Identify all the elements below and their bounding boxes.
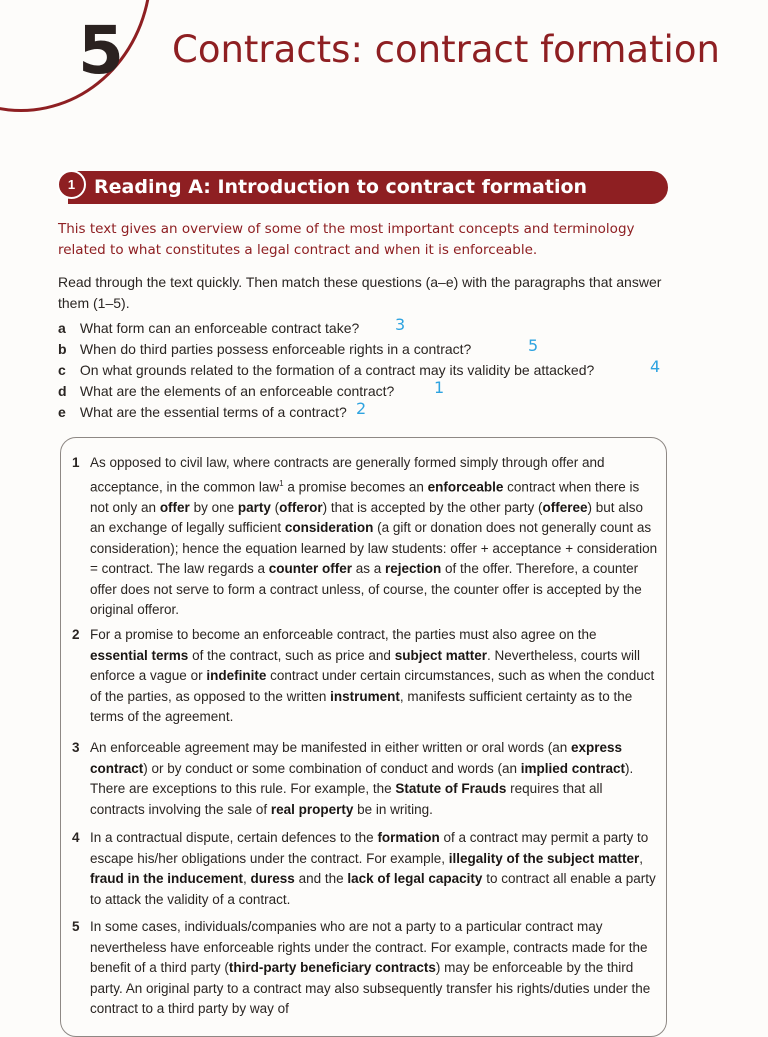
paragraph-text [90, 738, 658, 820]
text-run: ) but also an exchange of legally sufficient [90, 499, 644, 535]
paragraph-1 [72, 453, 658, 621]
section-title: Reading A: Introduction to contract formation [94, 176, 588, 198]
key-term: offer [159, 499, 190, 515]
handwritten-answer: 1 [434, 378, 445, 397]
text-run: contract when there is not only an [90, 479, 640, 515]
text-run: . Nevertheless, courts will enforce a vague or [90, 647, 641, 683]
question-item [58, 399, 678, 423]
key-term: Statute of Frauds [395, 781, 507, 796]
question-letter: b [58, 341, 67, 357]
key-term: express contract [90, 740, 623, 776]
text-run: , [639, 850, 644, 866]
question-text: On what grounds related to the formation of a contract may its validity be attacked? [79, 362, 595, 378]
key-term: rejection [385, 561, 442, 576]
key-term: offeree [542, 499, 588, 515]
paragraph-number: 5 [72, 919, 80, 934]
text-run: An enforceable agreement may be manifested in either written or oral words (an [90, 740, 571, 755]
key-term: lack of legal capacity [347, 871, 483, 886]
paragraph-number: 1 [72, 455, 80, 470]
question-item [58, 336, 678, 360]
text-run: For a promise to become an enforceable contract, the parties must also agree on the [90, 627, 597, 642]
key-term: enforceable [427, 479, 504, 494]
text-run: be in writing. [353, 801, 433, 817]
paragraph-number: 2 [72, 627, 80, 642]
text-run: of a contract may permit a party to escape his/her obligations under the contract. For example, [90, 830, 649, 866]
question-item [58, 357, 678, 381]
key-term: party [237, 499, 271, 515]
key-term: essential terms [90, 647, 189, 663]
text-run: ) or by conduct or some combination of conduct and words (an [143, 760, 521, 776]
handwritten-answer: 5 [528, 336, 539, 355]
paragraph-number: 3 [72, 740, 80, 755]
paragraph-text [90, 625, 658, 728]
key-term: offeror [279, 499, 323, 515]
text-run: and the [294, 871, 348, 886]
text-run: ) may be enforceable by the third party. An original party to a contract may also subsequently transfer his rights/duties under the contract to a third party by way of [90, 960, 651, 1016]
key-term: implied contract [520, 760, 625, 776]
chapter-arc [0, 0, 152, 112]
question-letter: c [58, 362, 66, 378]
key-term: third-party beneficiary contracts [228, 960, 436, 975]
paragraph-4 [72, 828, 658, 910]
paragraph-text [90, 453, 658, 621]
text-run: , [243, 871, 251, 886]
question-text: What are the essential terms of a contract? [79, 404, 347, 420]
text-run: requires that all contracts involving the sale of [90, 781, 603, 817]
text-run: of the contract, such as price and [188, 647, 395, 663]
key-term: duress [250, 871, 295, 886]
text-run: , manifests sufficient certainty as to the terms of the agreement. [90, 688, 633, 724]
text-run: to contract all enable a party to attack the validity of a contract. [90, 871, 656, 907]
paragraph-3 [72, 738, 658, 820]
text-run: In some cases, individuals/companies who are not a party to a particular contract may nevertheless have enforceable rights under the contract. For example, contracts made for the benefit of a third party ( [90, 919, 648, 975]
intro-text: This text gives an overview of some of the most important concepts and terminology related to what constitutes a legal contract and when it is enforceable. [58, 221, 635, 258]
question-text: What are the elements of an enforceable contract? [79, 383, 395, 399]
key-term: fraud in the inducement [90, 871, 244, 886]
section-number-badge: 1 [57, 170, 86, 199]
question-letter: a [58, 320, 66, 336]
handwritten-answer: 3 [395, 315, 406, 334]
key-term: consideration [284, 520, 374, 535]
key-term: counter offer [268, 561, 352, 576]
handwritten-answer: 2 [356, 399, 367, 418]
question-text: What form can an enforceable contract take? [79, 320, 360, 336]
text-run: ). There are exceptions to this rule. For example, the [90, 760, 634, 796]
paragraph-number: 4 [72, 830, 80, 845]
key-term: instrument [330, 688, 400, 704]
text-run: a promise becomes an [283, 479, 428, 494]
text-run: by one [189, 499, 238, 515]
key-term: real property [270, 801, 354, 817]
text-run: contract under certain circumstances, such as when the conduct of the parties, as opposed to the written [90, 668, 655, 704]
text-run: ) that is accepted by the other party ( [322, 499, 543, 515]
key-term: indefinite [206, 668, 267, 683]
paragraph-2 [72, 625, 658, 728]
handwritten-answer: 4 [650, 357, 661, 376]
question-text: When do third parties possess enforceable rights in a contract? [79, 341, 472, 357]
footnote-marker: 1 [279, 478, 284, 488]
chapter-number: 5 [78, 12, 124, 89]
paragraph-text [90, 917, 658, 1020]
instructions-text: Read through the text quickly. Then match these questions (a–e) with the paragraphs that answer them (1–5). [58, 274, 662, 311]
text-run: of the offer. Therefore, a counter offer does not serve to form a contract unless, of course, the counter offer is accepted by the original offeror. [90, 561, 642, 617]
text-run: In a contractual dispute, certain defences to the [90, 830, 378, 845]
key-term: formation [377, 830, 440, 845]
question-letter: d [58, 383, 67, 399]
chapter-title: Contracts: contract formation [172, 28, 720, 71]
question-item [58, 378, 678, 402]
question-list [58, 315, 678, 423]
paragraph-text [90, 828, 658, 910]
text-run: as a [351, 561, 386, 576]
paragraph-5 [72, 917, 658, 1020]
key-term: subject matter [394, 647, 487, 663]
question-item [58, 315, 678, 339]
text-run: (a gift or donation does not generally count as consideration); hence the equation learned by law students: offer + acceptance + consideration = contract. The law regards a [90, 520, 658, 576]
question-letter: e [58, 404, 66, 420]
text-run: As opposed to civil law, where contracts are generally formed simply through offer and acceptance, in the common law [90, 455, 605, 494]
text-run: ( [270, 499, 280, 515]
key-term: illegality of the subject matter [448, 850, 640, 866]
